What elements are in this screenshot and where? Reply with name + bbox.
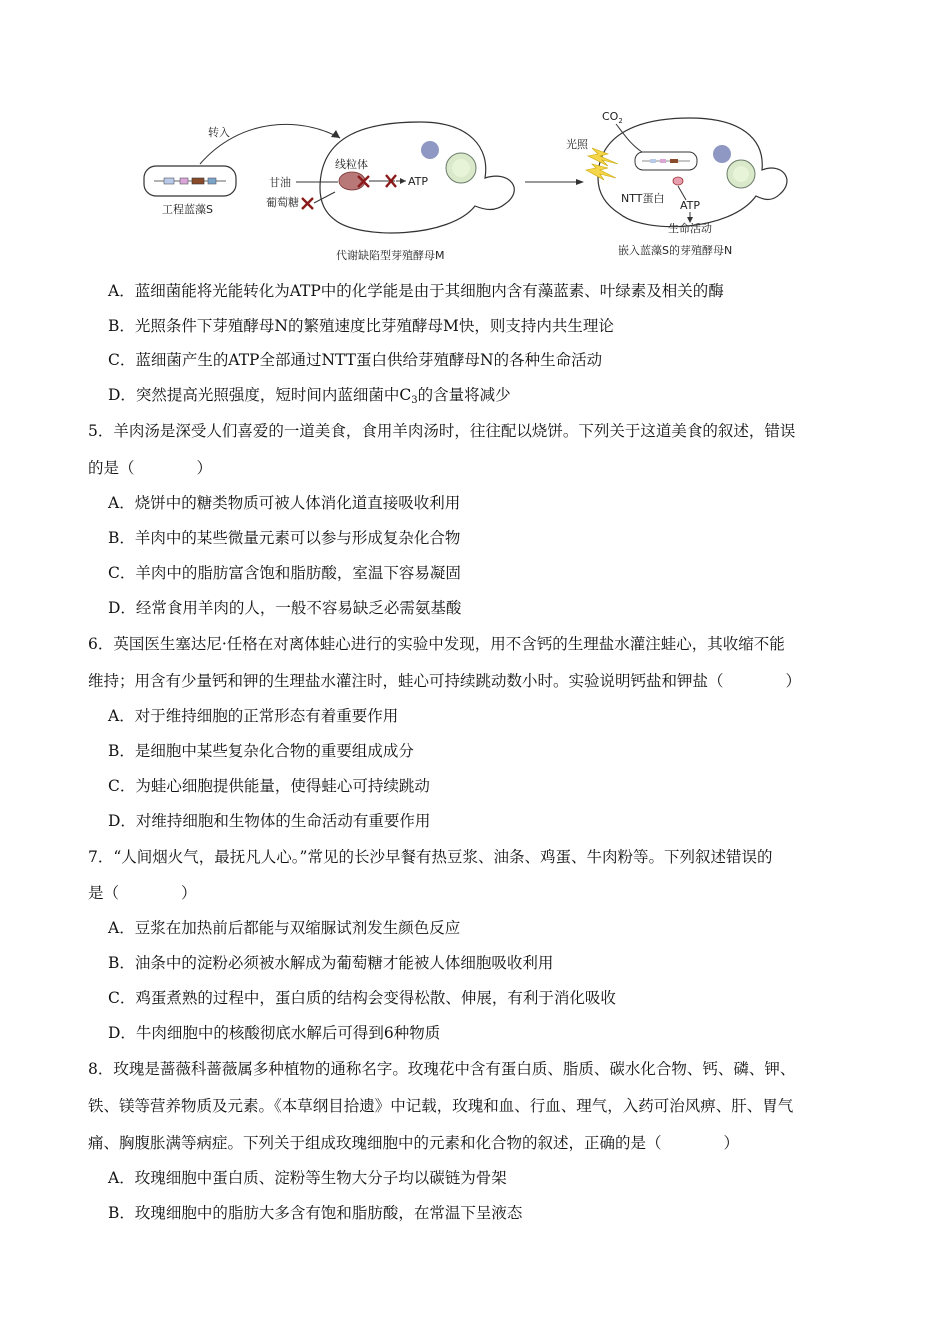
q6-option-d: D．对维持细胞和生物体的生命活动有重要作用 (108, 812, 431, 830)
q5-option-a: A．烧饼中的糖类物质可被人体消化道直接吸收利用 (108, 494, 461, 512)
q7-option-b: B．油条中的淀粉必须被水解成为葡萄糖才能被人体细胞吸收利用 (108, 954, 554, 972)
q5-option-d: D．经常食用羊肉的人，一般不容易缺乏必需氨基酸 (108, 599, 462, 617)
ntt-label: NTT蛋白 (621, 192, 665, 205)
q5-option-b: B．羊肉中的某些微量元素可以参与形成复杂化合物 (108, 529, 461, 547)
q4-option-b: B．光照条件下芽殖酵母N的繁殖速度比芽殖酵母M快，则支持内共生理论 (108, 317, 614, 335)
transfer-label: 转入 (208, 126, 230, 139)
q6-stem-line1: 6．英国医生塞达尼·任格在对离体蛙心进行的实验中发现，用不含钙的生理盐水灌注蛙心，其收缩不能 (88, 635, 785, 653)
yeast-m-label: 代谢缺陷型芽殖酵母M (336, 249, 445, 262)
figure-diagram (130, 108, 790, 266)
q7-option-d: D．牛肉细胞中的核酸彻底水解后可得到6种物质 (108, 1024, 441, 1042)
q8-option-b: B．玫瑰细胞中的脂肪大多含有饱和脂肪酸，在常温下呈液态 (108, 1204, 523, 1222)
yeast-n-label: 嵌入蓝藻S的芽殖酵母N (618, 244, 733, 257)
q5-option-c: C．羊肉中的脂肪富含饱和脂肪酸，室温下容易凝固 (108, 564, 461, 582)
atp-right-label: ATP (680, 199, 701, 212)
q8-stem-line2: 铁、镁等营养物质及元素。《本草纲目拾遗》中记载，玫瑰和血、行血、理气，入药可治风痹、肝、胃气 (88, 1097, 794, 1115)
q7-stem-line2: 是（ ） (88, 884, 197, 902)
q5-stem-line2: 的是（ ） (88, 459, 213, 477)
q8-stem-line3: 痛、胸腹胀满等病症。下列关于组成玫瑰细胞中的元素和化合物的叙述，正确的是（ ） (88, 1134, 740, 1152)
q5-stem-line1: 5．羊肉汤是深受人们喜爱的一道美食，食用羊肉汤时，往往配以烧饼。下列关于这道美食的叙述，错误 (88, 422, 796, 440)
q7-option-a: A．豆浆在加热前后都能与双缩脲试剂发生颜色反应 (108, 919, 461, 937)
q8-option-a: A．玫瑰细胞中蛋白质、淀粉等生物大分子均以碳链为骨架 (108, 1169, 507, 1187)
q6-stem-line2: 维持；用含有少量钙和钾的生理盐水灌注时，蛙心可持续跳动数小时。实验说明钙盐和钾盐（ ） (88, 672, 802, 690)
q7-option-c: C．鸡蛋煮熟的过程中，蛋白质的结构会变得松散、伸展，有利于消化吸收 (108, 989, 616, 1007)
q7-stem-line1: 7．“人间烟火气，最抚凡人心。”常见的长沙早餐有热豆浆、油条、鸡蛋、牛肉粉等。下列叙述错误的 (88, 848, 773, 866)
glycerol-label: 甘油 (269, 176, 291, 189)
q4-option-c: C．蓝细菌产生的ATP全部通过NTT蛋白供给芽殖酵母N的各种生命活动 (108, 351, 603, 369)
q4-option-d: D．突然提高光照强度，短时间内蓝细菌中$C_3$的含量将减少 (108, 386, 511, 406)
glucose-label: 葡萄糖 (266, 196, 299, 209)
cyanobacteria-yeast-figure (130, 108, 790, 266)
mitochondria-label: 线粒体 (335, 158, 368, 171)
q6-option-b: B．是细胞中某些复杂化合物的重要组成成分 (108, 742, 414, 760)
q6-option-c: C．为蛙心细胞提供能量，使得蛙心可持续跳动 (108, 777, 430, 795)
q4-option-a: A．蓝细菌能将光能转化为ATP中的化学能是由于其细胞内含有藻蓝素、叶绿素及相关的酶 (108, 282, 724, 300)
light-label: 光照 (566, 138, 588, 151)
life-activity-label: 生命活动 (668, 222, 712, 235)
atp-left-label: ATP (408, 175, 429, 188)
engineered-label: 工程蓝藻S (162, 203, 213, 216)
co2-label: $CO_2$ (602, 110, 623, 125)
q8-stem-line1: 8．玫瑰是蔷薇科蔷薇属多种植物的通称名字。玫瑰花中含有蛋白质、脂质、碳水化合物、钙、磷、钾、 (88, 1060, 796, 1078)
q6-option-a: A．对于维持细胞的正常形态有着重要作用 (108, 707, 399, 725)
